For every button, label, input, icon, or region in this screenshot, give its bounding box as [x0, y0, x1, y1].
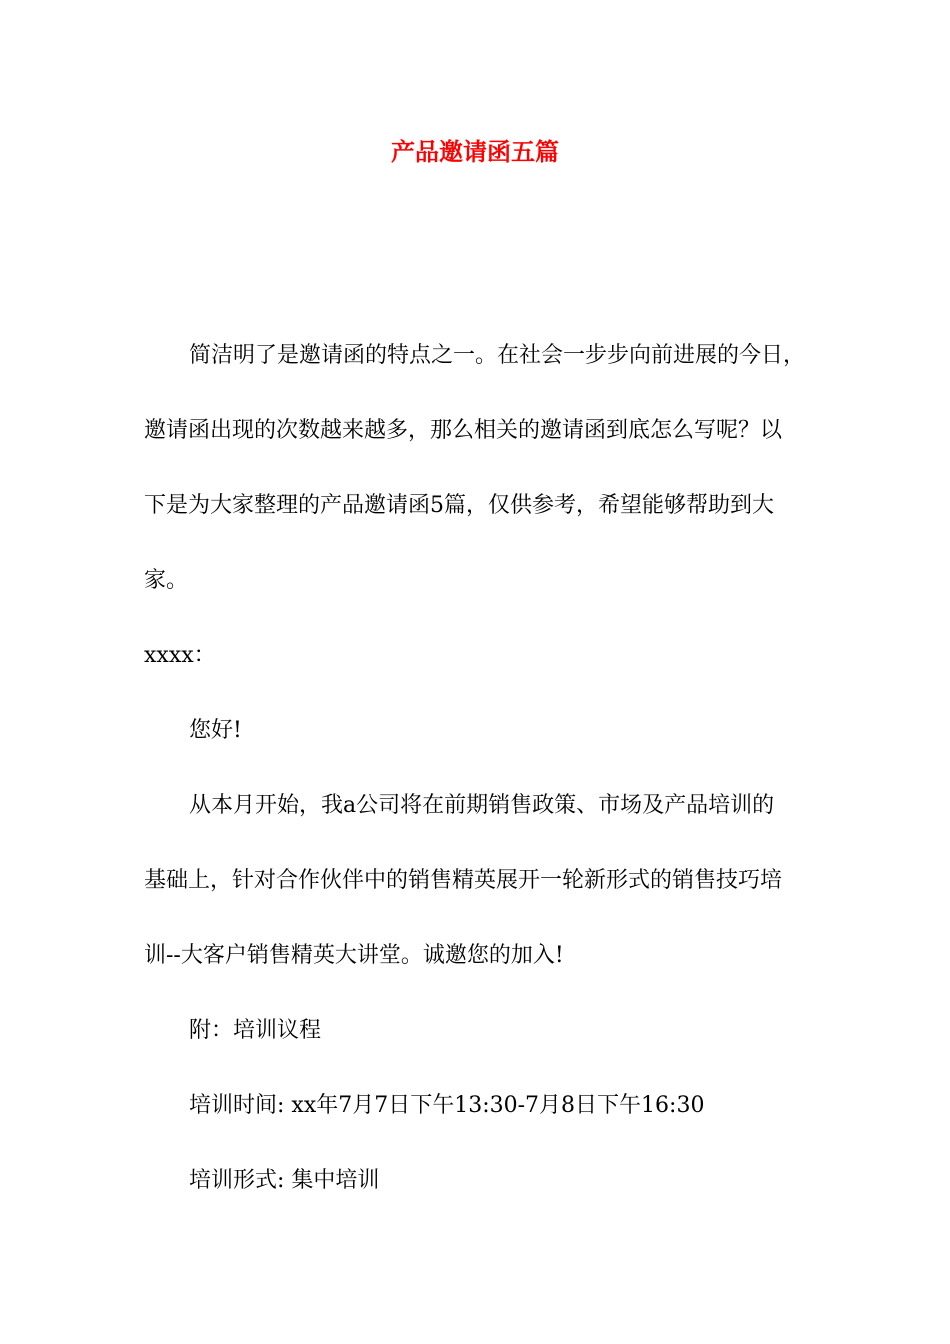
paragraph-line: 训--大客户销售精英大讲堂。诚邀您的加入! [144, 943, 564, 968]
paragraph-line: 简洁明了是邀请函的特点之一。在社会一步步向前进展的今日， [189, 343, 806, 368]
agenda-heading: 附：培训议程 [189, 1018, 322, 1043]
paragraph-line: 下是为大家整理的产品邀请函5篇，仅供参考，希望能够帮助到大 [144, 493, 774, 518]
paragraph-line: 家。 [144, 568, 189, 593]
agenda-time: 培训时间: xx年7月7日下午13:30-7月8日下午16:30 [189, 1093, 705, 1118]
agenda-format: 培训形式: 集中培训 [189, 1168, 380, 1193]
greeting-line: 您好! [189, 718, 242, 743]
document-title: 产品邀请函五篇 [391, 137, 559, 166]
salutation-line: xxxx： [144, 643, 216, 668]
paragraph-line: 基础上，针对合作伙伴中的销售精英展开一轮新形式的销售技巧培 [144, 868, 783, 893]
document-body [144, 318, 812, 1218]
paragraph-line: 邀请函出现的次数越来越多，那么相关的邀请函到底怎么写呢？以 [144, 418, 783, 443]
paragraph-line: 从本月开始，我a公司将在前期销售政策、市场及产品培训的 [189, 793, 775, 818]
